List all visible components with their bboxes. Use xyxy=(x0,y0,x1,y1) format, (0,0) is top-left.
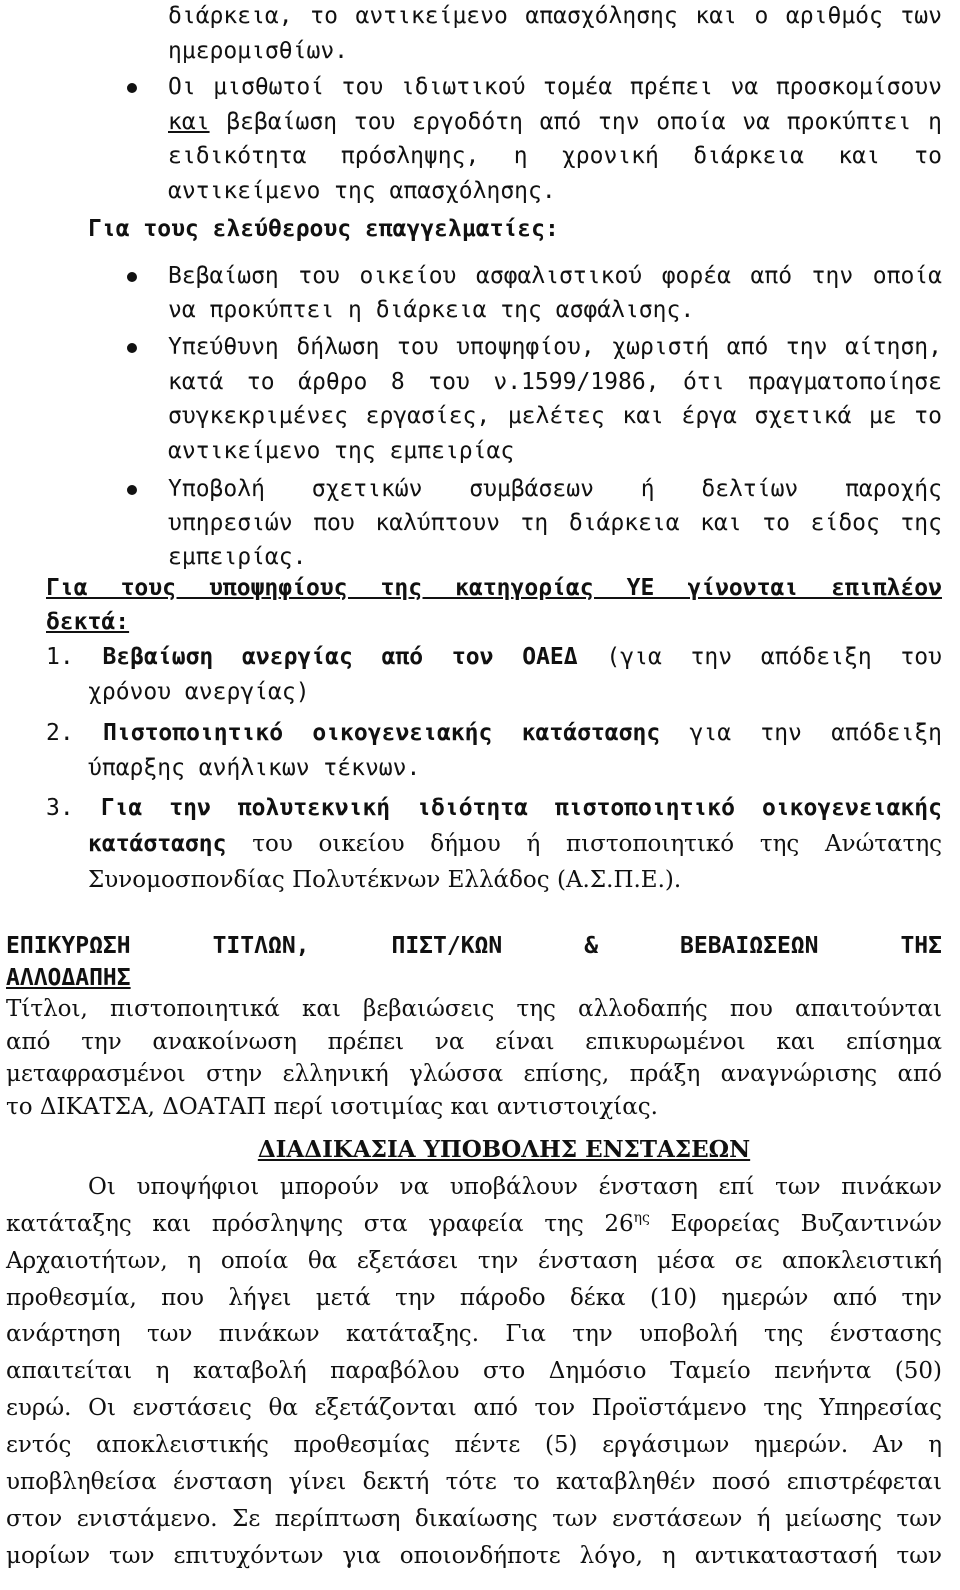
list-item-line: κατά το άρθρο 8 του ν.1599/1986, ότι πραγματοποίησε xyxy=(168,369,942,395)
underlined-word: και xyxy=(168,109,210,135)
section-heading: δεκτά: xyxy=(46,609,130,635)
paragraph-line: Οι υποψήφιοι μπορούν να υποβάλουν ένσταση επί των πινάκων xyxy=(88,1174,942,1200)
list-item-line: Βεβαίωση του οικείου ασφαλιστικού φορέα από την οποία xyxy=(168,263,942,289)
list-item-line: ειδικότητα πρόσληψης, η χρονική διάρκεια και το xyxy=(168,143,942,169)
bullet-icon xyxy=(127,485,137,495)
list-item-line: Υποβολή σχετικών συμβάσεων ή δελτίων παροχής xyxy=(168,476,942,502)
paragraph-line: υποβληθείσα ένσταση γίνει δεκτή τότε το καταβληθέν ποσό επιστρέφεται xyxy=(6,1469,942,1495)
item-bold-text: Για την πολυτεκνική ιδιότητα πιστοποιητικό οικογενειακής xyxy=(100,795,942,821)
paragraph-line: μορίων των επιτυχόντων για οποιονδήποτε λόγο, η αντικαταστασή των xyxy=(6,1543,942,1569)
paragraph-line: Αρχαιοτήτων, η οποία θα εξετάσει την ένσταση μέσα σε αποκλειστική xyxy=(6,1248,942,1274)
item-bold-text: Βεβαίωση ανεργίας από τον ΟΑΕΔ xyxy=(102,644,578,670)
item-number: 3. xyxy=(46,795,74,821)
section-heading: ΑΛΛΟΔΑΠΗΣ xyxy=(6,965,131,991)
paragraph-line: διάρκεια, το αντικείμενο απασχόλησης και ο αριθμός των xyxy=(168,3,942,29)
item-bold-text: Πιστοποιητικό οικογενειακής κατάστασης xyxy=(103,720,661,746)
list-item-line: Οι μισθωτοί του ιδιωτικού τομέα πρέπει να προσκομίσουν xyxy=(168,74,942,100)
numbered-item-line xyxy=(46,646,942,669)
list-item-line: αντικείμενο της απασχόλησης. xyxy=(168,178,556,204)
paragraph-line: εντός αποκλειστικής προθεσμίας πέντε (5) εργάσιμων ημερών. Αν η xyxy=(6,1432,942,1458)
inline-text: Εφορείας Βυζαντινών xyxy=(670,1211,943,1237)
item-number: 1. xyxy=(46,644,74,670)
item-number: 2. xyxy=(46,720,74,746)
numbered-item-line: ύπαρξης ανήλικων τέκνων. xyxy=(88,755,421,781)
paragraph-line: Τίτλοι, πιστοποιητικά και βεβαιώσεις της αλλοδαπής που απαιτούνται xyxy=(6,996,942,1022)
paragraph-line: στον ενιστάμενο. Σε περίπτωση δικαίωσης των ενστάσεων ή μείωσης των xyxy=(6,1506,942,1532)
list-item-line: να προκύπτει η διάρκεια της ασφάλισης. xyxy=(168,297,695,323)
bullet-icon xyxy=(127,272,137,282)
paragraph-line: το ΔΙΚΑΤΣΑ, ΔΟΑΤΑΠ περί ισοτιμίας και αντιστοιχίας. xyxy=(6,1094,658,1120)
list-item-line: Υπεύθυνη δήλωση του υποψηφίου, χωριστή από την αίτηση, xyxy=(168,334,942,360)
superscript: ης xyxy=(633,1210,650,1226)
item-text: (για την απόδειξη του xyxy=(606,644,942,670)
paragraph-line: ευρώ. Οι ενστάσεις θα εξετάζονται από τον Προϊστάμενο της Υπηρεσίας xyxy=(6,1395,942,1421)
numbered-item-line: χρόνου ανεργίας) xyxy=(88,679,310,705)
item-bold-text: κατάστασης xyxy=(88,831,227,857)
numbered-item-line xyxy=(46,797,942,820)
numbered-item-line: Συνομοσπονδίας Πολυτέκνων Ελλάδος (Α.Σ.Π.Ε.). xyxy=(88,867,682,893)
bullet-icon xyxy=(127,83,137,93)
numbered-item-line xyxy=(88,833,942,856)
list-item-line: εμπειρίας. xyxy=(168,544,307,570)
paragraph-line: απαιτείται η καταβολή παραβόλου στο Δημόσιο Ταμείο πενήντα (50) xyxy=(6,1358,942,1384)
paragraph-line: ανάρτηση των πινάκων κατάταξης. Για την υποβολή της ένστασης xyxy=(6,1321,942,1347)
inline-text: κατάταξης και πρόσληψης στα γραφεία της 26 xyxy=(6,1211,634,1237)
item-text: για την απόδειξη xyxy=(689,720,942,746)
list-item-line: συγκεκριμένες εργασίες, μελέτες και έργα σχετικά με το xyxy=(168,403,942,429)
numbered-item-line xyxy=(46,722,942,745)
list-item-line: αντικείμενο της εμπειρίας xyxy=(168,438,515,464)
paragraph-line xyxy=(6,1210,943,1237)
section-heading: Για τους ελεύθερους επαγγελματίες: xyxy=(88,216,559,242)
section-heading: Για τους υποψηφίους της κατηγορίας ΥΕ γίνονται επιπλέον xyxy=(46,575,942,601)
paragraph-line: προθεσμία, που λήγει μετά την πάροδο δέκα (10) ημερών από την xyxy=(6,1285,942,1311)
inline-text: βεβαίωση του εργοδότη από την οποία να προκύπτει η xyxy=(226,109,942,135)
bullet-icon xyxy=(127,343,137,353)
list-item-line: υπηρεσιών που καλύπτουν τη διάρκεια και το είδος της xyxy=(168,510,942,536)
item-text: του οικείου δήμου ή πιστοποιητικό της Ανώτατης xyxy=(252,831,942,857)
paragraph-line: μεταφρασμένοι στην ελληνική γλώσσα επίσης, πράξη αναγνώρισης από xyxy=(6,1061,942,1087)
section-heading: ΕΠΙΚΥΡΩΣΗ ΤΙΤΛΩΝ, ΠΙΣΤ/ΚΩΝ & ΒΕΒΑΙΩΣΕΩΝ ΤΗΣ xyxy=(6,933,942,959)
paragraph-line: από την ανακοίνωση πρέπει να είναι επικυρωμένοι και επίσημα xyxy=(6,1029,942,1055)
section-heading: ΔΙΑΔΙΚΑΣΙΑ ΥΠΟΒΟΛΗΣ ΕΝΣΤΑΣΕΩΝ xyxy=(257,1136,751,1163)
paragraph-line: ημερομισθίων. xyxy=(168,38,349,64)
list-item-line xyxy=(168,111,942,134)
